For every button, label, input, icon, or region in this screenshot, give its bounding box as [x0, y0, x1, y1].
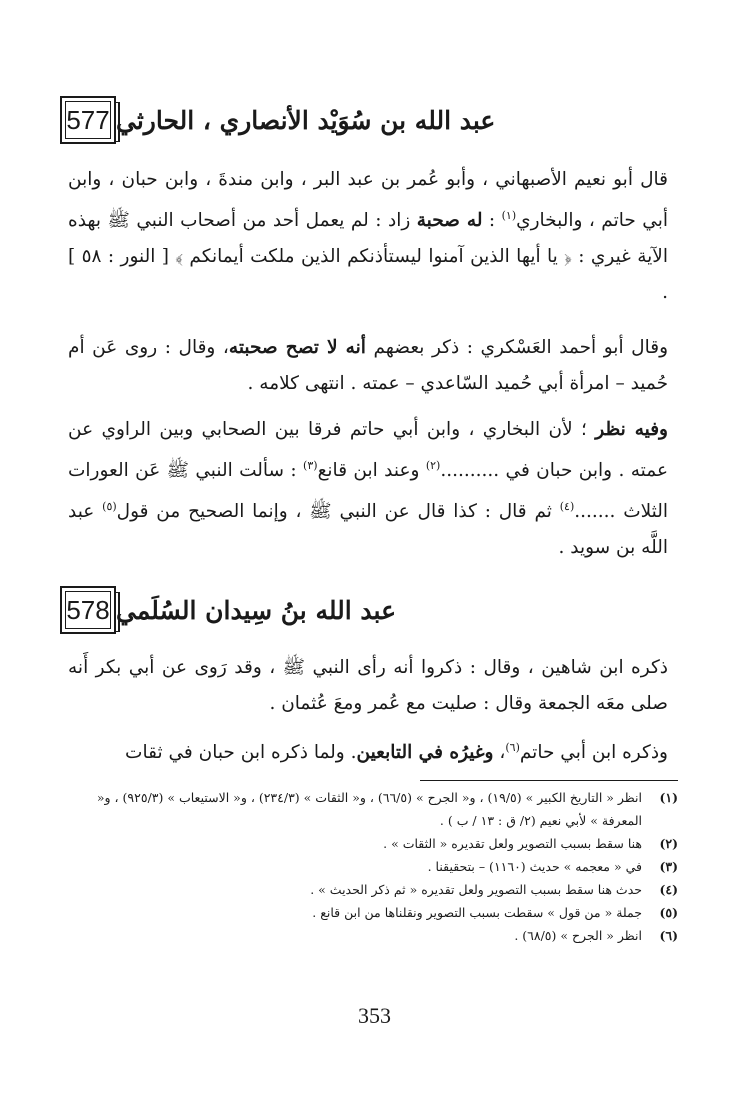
footnote [62, 901, 678, 924]
footnote [62, 855, 678, 878]
footnote-reference: (٦) [505, 741, 520, 754]
footnote-text: في « معجمه » حديث (١١٦٠) – بتحقيقنا . [427, 859, 642, 874]
footnote-number: (٥) [659, 905, 678, 920]
footnote-text: حدث هنا سقط بسبب التصوير ولعل تقديره « ثم ذكر الحديث » . [310, 882, 642, 897]
footnote [62, 924, 678, 947]
footnote-reference: (٥) [102, 500, 117, 514]
footnote-number: (٦) [659, 928, 678, 943]
entry-578-paragraph-1 [68, 650, 668, 722]
footnote [62, 786, 678, 832]
footnote-reference: (٣) [303, 459, 318, 472]
footnotes [62, 786, 678, 947]
emphasized-text: أنه لا تصح صحبته [228, 337, 366, 358]
entry-number-box [60, 96, 116, 144]
entry-577-paragraph-1 [68, 162, 668, 311]
entry-578-paragraph-2 [68, 730, 668, 771]
text-segment: زاد : لم يعمل أحد من أصحاب النبي ﷺ بهذه الآية غيري : ﴿ يا أيها الذين آمنوا ليستأذنكم الذين ملكت أيمانكم ﴾ [ النور : ٥٨ ] . [68, 210, 668, 304]
emphasized-text: له صحبة [416, 210, 483, 232]
text-segment: عبد اللَّه بن سويد . [68, 501, 668, 559]
text-segment: . ولما ذكره ابن حبان في ثقات [125, 742, 357, 764]
footnote-number: (٤) [659, 882, 678, 897]
text-segment: وقال أبو أحمد العَسْكري : ذكر بعضهم [365, 337, 669, 358]
entry-header-578 [60, 586, 660, 634]
footnote [62, 878, 678, 901]
text-segment: ذكره ابن شاهين ، وقال : ذكروا أنه رأى النبي ﷺ ، وقد رَوى عن أبي بكر أَنه صلى معَه الجمعة وقال : صليت مع عُمر ومعَ عُثمان . [68, 657, 668, 714]
footnote-number: (٢) [659, 836, 678, 851]
emphasized-text: وغيرُه في التابعين [356, 742, 494, 764]
footnote-reference: (٤) [559, 500, 575, 514]
entry-number-box [60, 586, 116, 634]
footnote-reference: (٢) [425, 459, 441, 472]
text-segment: : سألت النبي ﷺ عَن العورات الثلاث ....... [68, 460, 669, 523]
text-segment: : [482, 210, 502, 232]
page-number: 353 [358, 1003, 391, 1028]
text-segment: ثم قال : كذا قال عن النبي ﷺ ، وإنما الصحيح من قول [116, 501, 560, 523]
entry-number: 578 [66, 594, 110, 625]
entry-header-577 [60, 96, 660, 144]
entry-577-paragraph-3 [68, 412, 668, 566]
text-segment: وعند ابن قانع [317, 460, 426, 482]
footnotes-divider [420, 780, 678, 781]
footnote-number: (١) [659, 790, 678, 805]
entry-number: 577 [66, 104, 110, 135]
text-segment: ، وقال : روى عَن أم حُميد – امرأة أبي حُميد السّاعدي – عمته . انتهى كلامه . [68, 337, 668, 394]
emphasized-text: وفيه نظر [595, 419, 668, 440]
footnote-text: هنا سقط بسبب التصوير ولعل تقديره « الثقات » . [383, 836, 642, 851]
footnote-text: جملة « من قول » سقطت بسبب التصوير ونقلناها من ابن قانع . [312, 905, 642, 920]
entry-577-paragraph-2 [68, 330, 668, 402]
footnote-text: انظر « التاريخ الكبير » (١٩/٥) ، و« الجرح » (٦٦/٥) ، و« الثقات » (٢٣٤/٣) ، و« الاستيعاب » (٩٢٥/٣) ، و« المعرفة » لأبي نعيم (٢/ ق : ١٣ / ب ) . [96, 790, 642, 828]
text-segment: ، [493, 742, 506, 764]
footnote-number: (٣) [659, 859, 678, 874]
footnote-text: انظر « الجرح » (٦٨/٥) . [514, 928, 642, 943]
text-segment: وذكره ابن أبي حاتم [519, 742, 668, 764]
text-segment: ؛ لأن البخاري ، وابن أبي حاتم فرقا بين الصحابي وبين الراوي عن عمته . وابن حبان في .......... [68, 419, 668, 482]
text-segment: قال أبو نعيم الأصبهاني ، وأبو عُمر بن عبد البر ، وابن مندةَ ، وابن حبان ، وابن أبي حاتم ، والبخاري [68, 169, 668, 232]
entry-title: عبد الله بن سُوَيْد الأنصاري ، الحارثي [116, 105, 496, 135]
footnote [62, 832, 678, 855]
footnote-reference: (١) [501, 209, 517, 222]
entry-title: عبد الله بنُ سِيدان السُلَمي [116, 595, 396, 625]
